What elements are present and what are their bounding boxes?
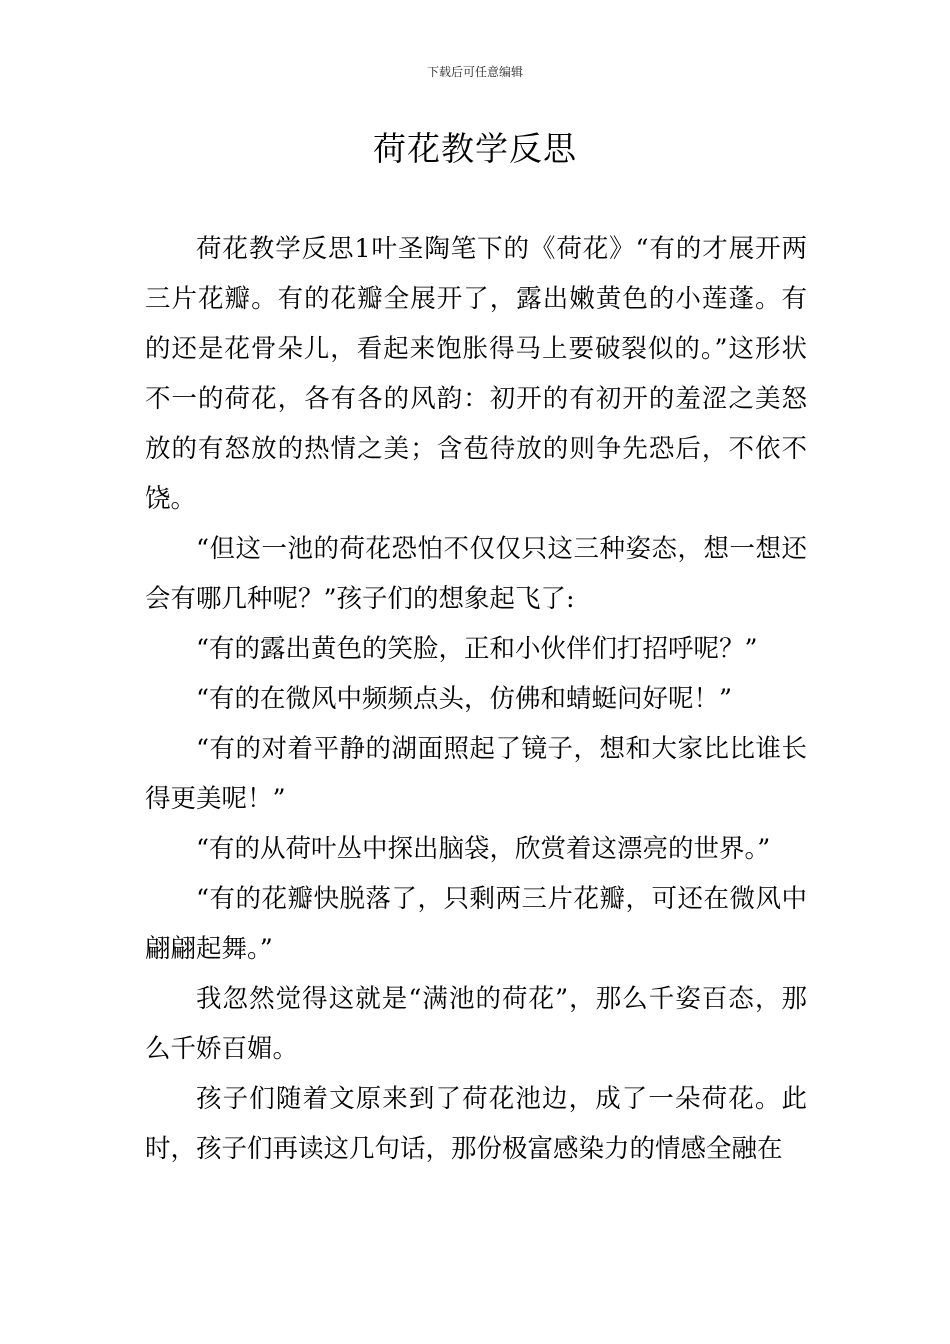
paragraph: “有的花瓣快脱落了，只剩两三片花瓣，可还在微风中翩翩起舞。”: [145, 884, 807, 964]
paragraph: “有的从荷叶丛中探出脑袋，欣赏着这漂亮的世界。”: [196, 834, 771, 864]
document-title: 荷花教学反思: [373, 129, 577, 168]
paragraph: 荷花教学反思1叶圣陶笔下的《荷花》“有的才展开两三片花瓣。有的花瓣全展开了，露出嫩黄色的小莲蓬。有的还是花骨朵儿，看起来饱胀得马上要破裂似的。”这形状不一的荷花，各有各的风韵：初开的有初开的羞涩之美怒放的有怒放的热情之美；含苞待放的则争先恐后，不依不饶。: [145, 234, 807, 514]
paragraph: “有的对着平静的湖面照起了镜子，想和大家比比谁长得更美呢！”: [145, 734, 807, 814]
paragraph: “但这一池的荷花恐怕不仅仅只这三种姿态，想一想还会有哪几种呢？”孩子们的想象起飞了:: [145, 534, 807, 614]
paragraph: 我忽然觉得这就是“满池的荷花”，那么千姿百态，那么千娇百媚。: [145, 984, 807, 1064]
header-note: 下载后可任意编辑: [426, 65, 523, 79]
paragraph: “有的露出黄色的笑脸，正和小伙伴们打招呼呢？”: [196, 634, 758, 664]
paragraph: 孩子们随着文原来到了荷花池边，成了一朵荷花。此时，孩子们再读这几句话，那份极富感染力的情感全融在: [145, 1084, 807, 1164]
document-body: [145, 224, 807, 1174]
paragraph: “有的在微风中频频点头，仿佛和蜻蜓问好呢！”: [196, 684, 733, 714]
